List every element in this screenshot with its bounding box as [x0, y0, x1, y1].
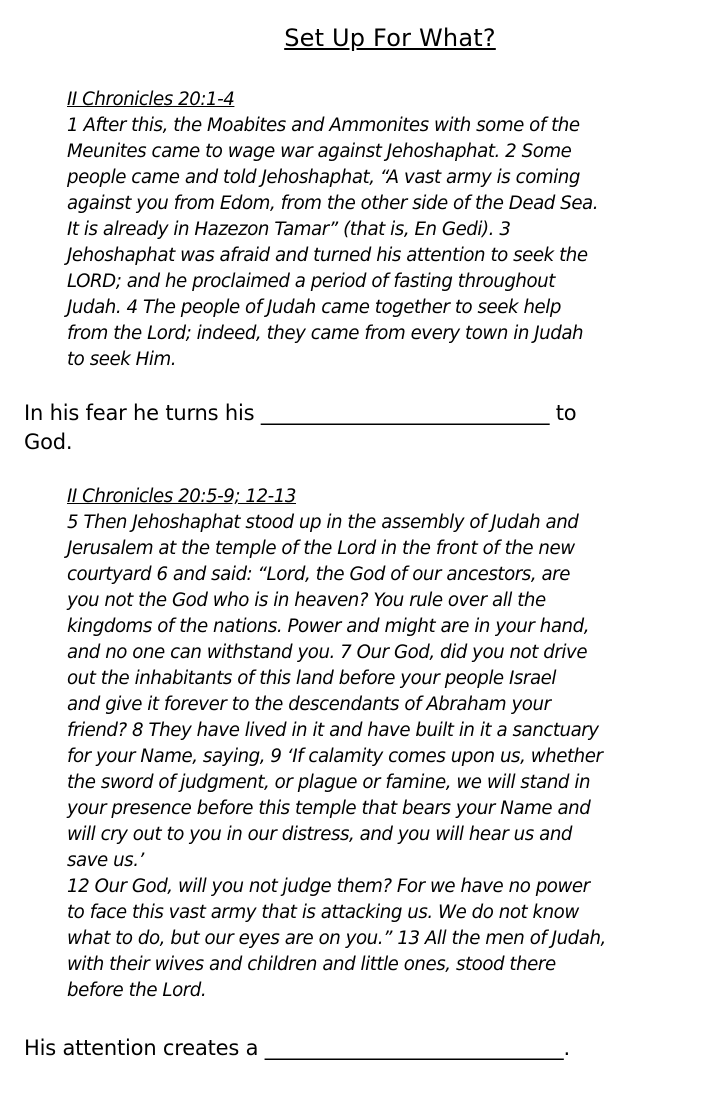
passage-line: kingdoms of the nations. Power and might are in your hand, — [67, 616, 590, 637]
passage-line: the sword of judgment, or plague or famine, we will stand in — [67, 772, 591, 793]
passage-line: Jehoshaphat was afraid and turned his attention to seek the — [67, 245, 588, 266]
passage-line: friend? 8 They have lived in it and have built in it a sanctuary — [67, 720, 599, 741]
passage-line: Judah. 4 The people of Judah came together to seek help — [67, 297, 561, 318]
prompt-text: God. — [24, 430, 73, 454]
passage-line: save us.’ — [67, 850, 144, 871]
passage-line: before the Lord. — [67, 980, 207, 1001]
passage-line: 12 Our God, will you not judge them? For we have no power — [67, 876, 590, 897]
fill-in-prompt-2 — [24, 1034, 570, 1063]
scripture-reference: II Chronicles 20:1-4 — [67, 89, 235, 110]
page-title: Set Up For What? — [284, 24, 496, 52]
prompt-text: His attention creates a — [24, 1036, 259, 1060]
passage-line: Jerusalem at the temple of the Lord in the front of the new — [67, 538, 575, 559]
passage-line: out the inhabitants of this land before your people Israel — [67, 668, 556, 689]
passage-line: against you from Edom, from the other side of the Dead Sea. — [67, 193, 599, 214]
passage-line: people came and told Jehoshaphat, “A vast army is coming — [67, 167, 580, 188]
prompt-text: In his fear he turns his — [24, 401, 255, 425]
passage-line: 1 After this, the Moabites and Ammonites with some of the — [67, 115, 580, 136]
passage-line: It is already in Hazezon Tamar” (that is, En Gedi). 3 — [67, 219, 511, 240]
passage-line: from the Lord; indeed, they came from every town in Judah — [67, 323, 584, 344]
passage-line: Meunites came to wage war against Jehoshaphat. 2 Some — [67, 141, 572, 162]
passage-line: will cry out to you in our distress, and you will hear us and — [67, 824, 572, 845]
passage-line: LORD; and he proclaimed a period of fasting throughout — [67, 271, 555, 292]
passage-line: to face this vast army that is attacking us. We do not know — [67, 902, 579, 923]
passage-line: to seek Him. — [67, 349, 177, 370]
answer-blank[interactable]: ____________________________ — [260, 401, 550, 425]
passage-line: what to do, but our eyes are on you.” 13 All the men of Judah, — [67, 928, 606, 949]
prompt-text: . — [563, 1036, 570, 1060]
passage-line: your presence before this temple that bears your Name and — [67, 798, 591, 819]
fill-in-prompt-1 — [24, 399, 576, 457]
passage-line: and no one can withstand you. 7 Our God, did you not drive — [67, 642, 588, 663]
passage-line: for your Name, saying, 9 ‘If calamity comes upon us, whether — [67, 746, 603, 767]
passage-line: 5 Then Jehoshaphat stood up in the assembly of Judah and — [67, 512, 579, 533]
passage-line: you not the God who is in heaven? You rule over all the — [67, 590, 546, 611]
scripture-reference: II Chronicles 20:5-9; 12-13 — [67, 486, 297, 507]
scripture-passage-2 — [67, 484, 606, 1004]
scripture-passage-1 — [67, 87, 598, 373]
passage-line: courtyard 6 and said: “Lord, the God of our ancestors, are — [67, 564, 570, 585]
passage-line: and give it forever to the descendants of Abraham your — [67, 694, 551, 715]
passage-line: with their wives and children and little ones, stood there — [67, 954, 556, 975]
answer-blank[interactable]: _____________________________ — [264, 1036, 564, 1060]
prompt-text: to — [555, 401, 577, 425]
